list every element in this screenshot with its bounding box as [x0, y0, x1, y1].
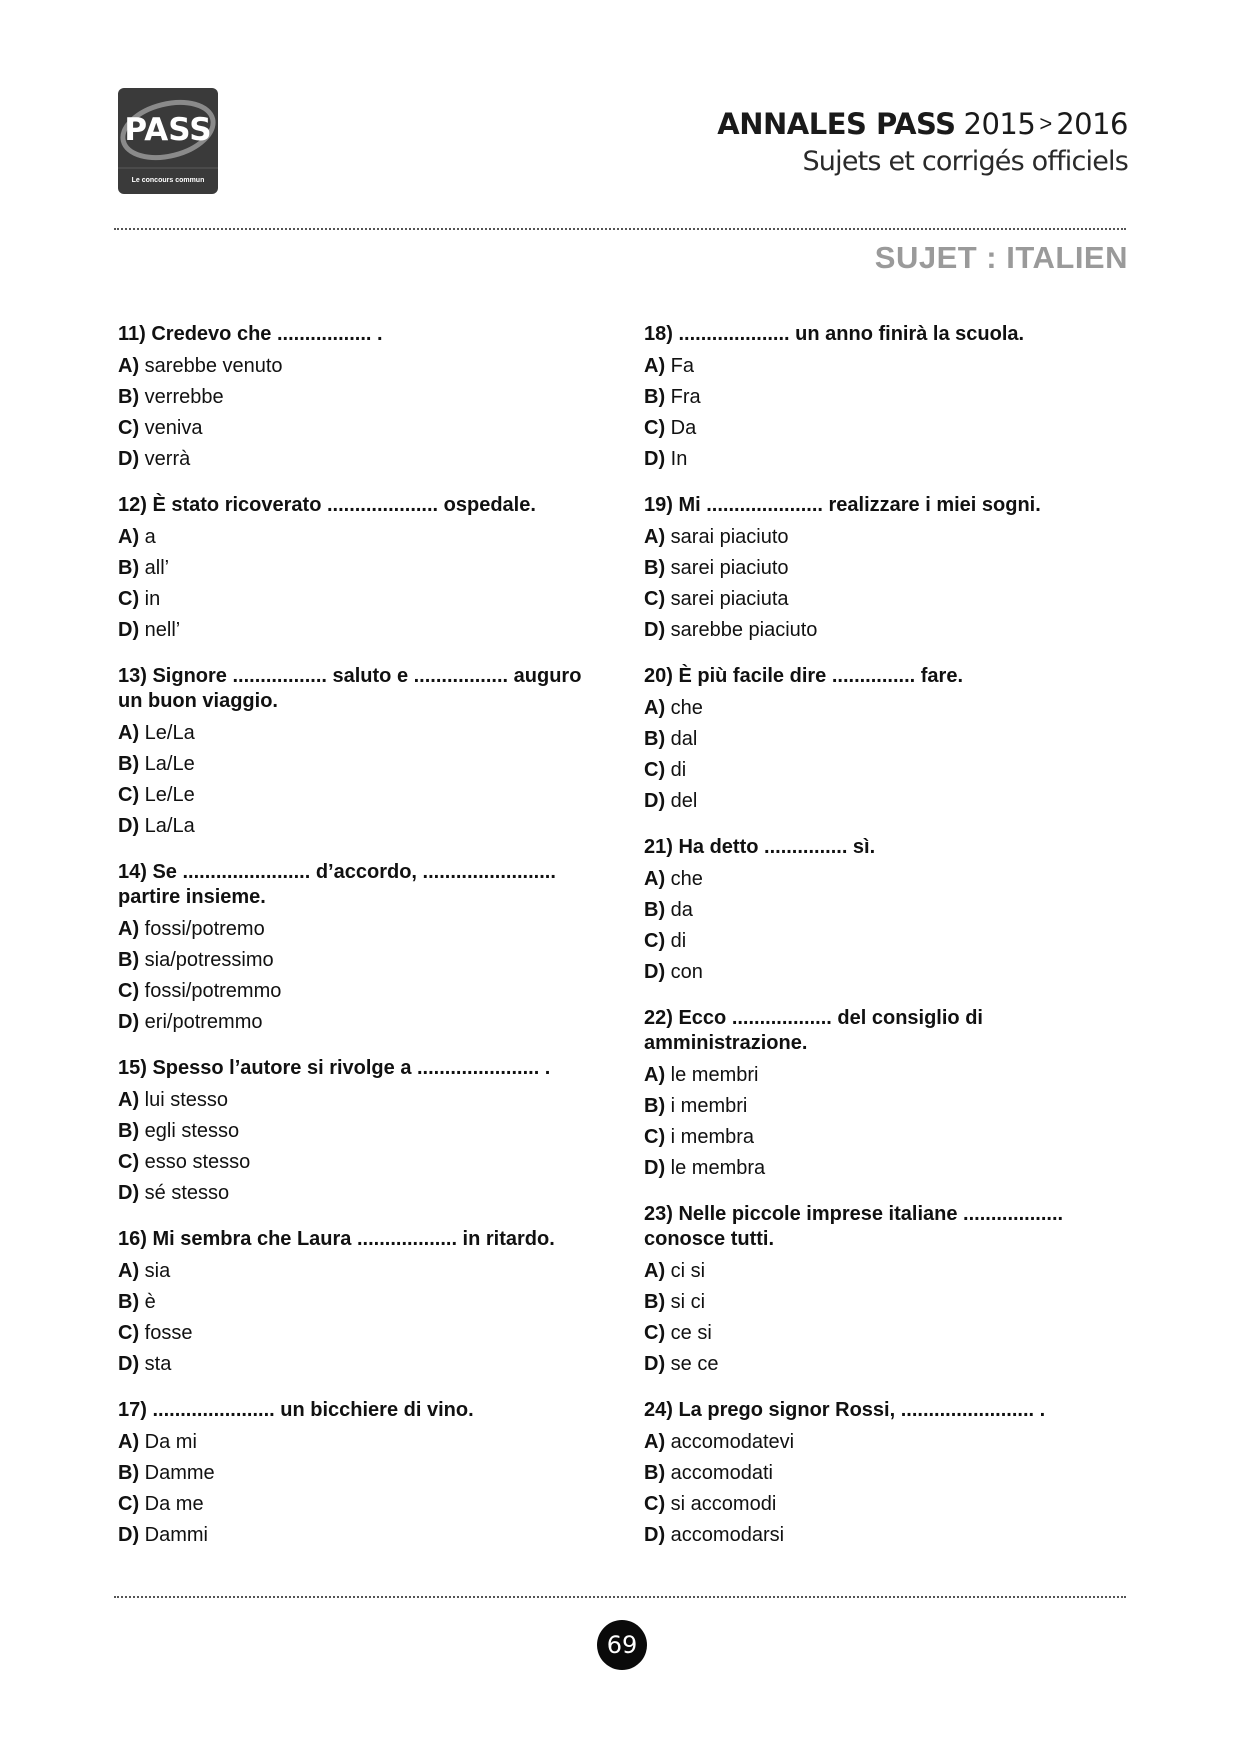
- option-letter: B): [118, 949, 140, 971]
- option-text: nell’: [139, 619, 181, 641]
- answer-option: [118, 1489, 608, 1520]
- option-text: sarebbe venuto: [139, 355, 283, 377]
- option-text: verrà: [139, 448, 191, 470]
- option-text: Da me: [139, 1493, 204, 1515]
- answer-option: [118, 444, 608, 475]
- option-letter: D): [644, 1353, 666, 1375]
- option-letter: A): [118, 722, 140, 744]
- question: [644, 1006, 1134, 1184]
- option-text: Le/La: [139, 722, 195, 744]
- option-letter: A): [118, 1089, 140, 1111]
- question: [644, 493, 1134, 646]
- option-text: che: [665, 697, 703, 719]
- answer-option: [644, 1153, 1134, 1184]
- question: [644, 322, 1134, 475]
- answer-option: [644, 615, 1134, 646]
- option-letter: A): [644, 697, 666, 719]
- answer-option: [644, 957, 1134, 988]
- option-text: fossi/potremmo: [139, 980, 282, 1002]
- option-text: Dammi: [139, 1524, 208, 1546]
- header-separator: >: [1039, 111, 1053, 136]
- option-letter: B): [644, 557, 666, 579]
- option-letter: C): [118, 980, 140, 1002]
- answer-option: [118, 1147, 608, 1178]
- option-letter: D): [118, 1011, 140, 1033]
- answer-option: [118, 718, 608, 749]
- answer-option: [118, 749, 608, 780]
- answer-option: [644, 1458, 1134, 1489]
- bottom-dotted-divider: [114, 1596, 1126, 1598]
- answer-option: [118, 1349, 608, 1380]
- page-number-badge: 69: [597, 1620, 647, 1670]
- answer-option: [118, 1520, 608, 1551]
- option-letter: C): [644, 930, 666, 952]
- option-letter: C): [118, 784, 140, 806]
- option-text: In: [665, 448, 688, 470]
- answer-option: [118, 1178, 608, 1209]
- answer-option: [118, 553, 608, 584]
- header-title: [717, 104, 1128, 146]
- logo-word: PASS: [124, 112, 212, 148]
- question-stem: 18) .................... un anno finirà la scuola.: [644, 323, 1025, 345]
- question-stem: 12) È stato ricoverato .................... ospedale.: [118, 494, 536, 516]
- option-letter: C): [118, 1151, 140, 1173]
- option-letter: C): [644, 1493, 666, 1515]
- option-text: eri/potremmo: [139, 1011, 263, 1033]
- answer-option: [118, 914, 608, 945]
- answer-option: [644, 1520, 1134, 1551]
- answer-option: [118, 1458, 608, 1489]
- option-text: sarei piaciuto: [665, 557, 789, 579]
- questions-right-column: [644, 322, 1134, 1569]
- option-text: le membra: [665, 1157, 766, 1179]
- question: [118, 1398, 608, 1551]
- answer-option: [644, 693, 1134, 724]
- option-letter: D): [118, 1182, 140, 1204]
- option-letter: C): [118, 588, 140, 610]
- answer-option: [118, 382, 608, 413]
- question-stem: 15) Spesso l’autore si rivolge a ...................... .: [118, 1057, 551, 1079]
- option-text: ci si: [665, 1260, 706, 1282]
- option-text: si ci: [665, 1291, 706, 1313]
- option-letter: B): [644, 1462, 666, 1484]
- option-text: La/Le: [139, 753, 195, 775]
- option-text: con: [665, 961, 703, 983]
- option-letter: D): [644, 448, 666, 470]
- header-year-end: 2016: [1056, 107, 1128, 141]
- option-text: è: [139, 1291, 156, 1313]
- option-letter: C): [118, 1322, 140, 1344]
- option-letter: D): [118, 448, 140, 470]
- answer-option: [644, 1349, 1134, 1380]
- answer-option: [118, 1085, 608, 1116]
- option-text: sarai piaciuto: [665, 526, 789, 548]
- question: [644, 1398, 1134, 1551]
- question: [644, 835, 1134, 988]
- option-text: lui stesso: [139, 1089, 229, 1111]
- option-letter: B): [644, 386, 666, 408]
- option-text: sta: [139, 1353, 172, 1375]
- option-text: fosse: [139, 1322, 193, 1344]
- option-letter: D): [118, 1524, 140, 1546]
- question: [644, 1202, 1134, 1380]
- option-text: Damme: [139, 1462, 215, 1484]
- option-letter: A): [118, 355, 140, 377]
- option-letter: A): [644, 868, 666, 890]
- option-text: accomodarsi: [665, 1524, 785, 1546]
- option-text: le membri: [665, 1064, 759, 1086]
- option-text: che: [665, 868, 703, 890]
- answer-option: [644, 351, 1134, 382]
- option-letter: A): [644, 1064, 666, 1086]
- question-stem: 14) Se ....................... d’accordo, ........................ partire insieme.: [118, 861, 556, 908]
- logo-tagline: Le concours commun: [131, 177, 205, 184]
- answer-option: [644, 755, 1134, 786]
- question-stem: 20) È più facile dire ............... fare.: [644, 665, 963, 687]
- option-text: ce si: [665, 1322, 712, 1344]
- option-letter: C): [118, 1493, 140, 1515]
- option-text: dal: [665, 728, 698, 750]
- question: [118, 1056, 608, 1209]
- answer-option: [118, 413, 608, 444]
- answer-option: [118, 584, 608, 615]
- answer-option: [644, 1122, 1134, 1153]
- option-text: i membra: [665, 1126, 755, 1148]
- option-letter: C): [644, 588, 666, 610]
- option-letter: D): [644, 1524, 666, 1546]
- option-letter: C): [118, 417, 140, 439]
- answer-option: [644, 786, 1134, 817]
- question-stem: 21) Ha detto ............... sì.: [644, 836, 876, 858]
- option-letter: D): [644, 1157, 666, 1179]
- option-letter: B): [118, 557, 140, 579]
- question-stem: 13) Signore ................. saluto e ................. auguro un buon viaggio.: [118, 665, 582, 712]
- option-letter: B): [118, 1462, 140, 1484]
- question: [118, 1227, 608, 1380]
- option-text: egli stesso: [139, 1120, 240, 1142]
- option-letter: D): [644, 619, 666, 641]
- answer-option: [118, 351, 608, 382]
- option-letter: D): [118, 815, 140, 837]
- question: [118, 493, 608, 646]
- option-text: in: [139, 588, 161, 610]
- answer-option: [118, 615, 608, 646]
- option-letter: A): [118, 526, 140, 548]
- top-dotted-divider: [114, 228, 1126, 230]
- option-text: sarei piaciuta: [665, 588, 789, 610]
- option-letter: C): [644, 417, 666, 439]
- option-letter: A): [644, 526, 666, 548]
- question: [118, 664, 608, 842]
- option-letter: A): [644, 355, 666, 377]
- answer-option: [118, 780, 608, 811]
- option-text: di: [665, 930, 687, 952]
- question: [118, 860, 608, 1038]
- subject-title: SUJET : ITALIEN: [874, 240, 1128, 275]
- answer-option: [644, 1060, 1134, 1091]
- option-text: se ce: [665, 1353, 719, 1375]
- option-letter: D): [644, 790, 666, 812]
- answer-option: [644, 1489, 1134, 1520]
- option-text: Da: [665, 417, 697, 439]
- answer-option: [644, 864, 1134, 895]
- option-text: sarebbe piaciuto: [665, 619, 818, 641]
- option-letter: A): [118, 1260, 140, 1282]
- answer-option: [118, 811, 608, 842]
- option-letter: B): [644, 899, 666, 921]
- option-letter: B): [118, 386, 140, 408]
- option-text: si accomodi: [665, 1493, 777, 1515]
- option-text: Fa: [665, 355, 695, 377]
- answer-option: [644, 1318, 1134, 1349]
- option-text: di: [665, 759, 687, 781]
- answer-option: [644, 1091, 1134, 1122]
- option-letter: C): [644, 1126, 666, 1148]
- option-letter: B): [644, 1291, 666, 1313]
- option-text: Fra: [665, 386, 701, 408]
- option-text: La/La: [139, 815, 195, 837]
- option-letter: A): [644, 1260, 666, 1282]
- question: [118, 322, 608, 475]
- option-text: veniva: [139, 417, 203, 439]
- question-stem: 23) Nelle piccole imprese italiane .................. conosce tutti.: [644, 1203, 1064, 1250]
- option-text: Le/Le: [139, 784, 195, 806]
- header-year-start: 2015: [963, 107, 1036, 141]
- answer-option: [118, 1007, 608, 1038]
- option-text: sia: [139, 1260, 171, 1282]
- answer-option: [118, 522, 608, 553]
- option-letter: A): [644, 1431, 666, 1453]
- option-text: accomodatevi: [665, 1431, 795, 1453]
- option-letter: D): [644, 961, 666, 983]
- option-text: verrebbe: [139, 386, 224, 408]
- option-text: sé stesso: [139, 1182, 230, 1204]
- option-letter: D): [118, 1353, 140, 1375]
- option-text: del: [665, 790, 698, 812]
- answer-option: [644, 1427, 1134, 1458]
- pass-logo: [118, 88, 218, 194]
- answer-option: [644, 895, 1134, 926]
- document-header: [717, 104, 1128, 178]
- answer-option: [644, 724, 1134, 755]
- option-text: da: [665, 899, 693, 921]
- option-letter: A): [118, 1431, 140, 1453]
- option-letter: B): [118, 753, 140, 775]
- answer-option: [118, 1116, 608, 1147]
- answer-option: [118, 976, 608, 1007]
- questions-left-column: [118, 322, 608, 1569]
- answer-option: [118, 1256, 608, 1287]
- option-letter: A): [118, 918, 140, 940]
- question-stem: 19) Mi ..................... realizzare i miei sogni.: [644, 494, 1041, 516]
- option-letter: D): [118, 619, 140, 641]
- option-letter: B): [644, 1095, 666, 1117]
- answer-option: [644, 553, 1134, 584]
- option-text: esso stesso: [139, 1151, 251, 1173]
- question-stem: 11) Credevo che ................. .: [118, 323, 383, 345]
- option-text: all’: [139, 557, 170, 579]
- question-stem: 24) La prego signor Rossi, ........................ .: [644, 1399, 1046, 1421]
- answer-option: [118, 1287, 608, 1318]
- option-letter: C): [644, 759, 666, 781]
- header-brand: ANNALES PASS: [717, 107, 956, 141]
- question-stem: 22) Ecco .................. del consiglio di amministrazione.: [644, 1007, 983, 1054]
- answer-option: [118, 1427, 608, 1458]
- answer-option: [118, 1318, 608, 1349]
- option-letter: B): [118, 1120, 140, 1142]
- option-text: accomodati: [665, 1462, 773, 1484]
- question-stem: 16) Mi sembra che Laura .................. in ritardo.: [118, 1228, 555, 1250]
- header-subtitle: Sujets et corrigés officiels: [802, 146, 1128, 177]
- answer-option: [118, 945, 608, 976]
- option-text: a: [139, 526, 156, 548]
- answer-option: [644, 926, 1134, 957]
- answer-option: [644, 1256, 1134, 1287]
- option-text: i membri: [665, 1095, 748, 1117]
- option-letter: B): [644, 728, 666, 750]
- option-text: Da mi: [139, 1431, 197, 1453]
- option-letter: B): [118, 1291, 140, 1313]
- answer-option: [644, 584, 1134, 615]
- answer-option: [644, 1287, 1134, 1318]
- option-letter: C): [644, 1322, 666, 1344]
- question: [644, 664, 1134, 817]
- answer-option: [644, 522, 1134, 553]
- answer-option: [644, 413, 1134, 444]
- answer-option: [644, 444, 1134, 475]
- answer-option: [644, 382, 1134, 413]
- option-text: fossi/potremo: [139, 918, 265, 940]
- question-stem: 17) ...................... un bicchiere di vino.: [118, 1399, 474, 1421]
- option-text: sia/potressimo: [139, 949, 274, 971]
